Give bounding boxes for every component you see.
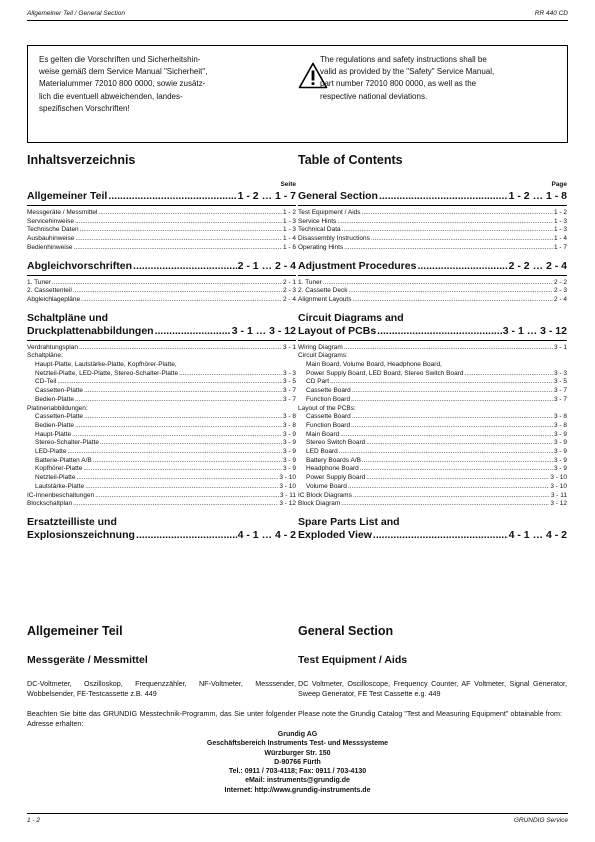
toc-entry[interactable] [298, 287, 567, 296]
address-line: Tel.: 0911 / 703-4118; Fax: 0911 / 703-4130 [228, 768, 367, 776]
toc-entry[interactable] [27, 457, 296, 466]
notice-line: Materialummer 72010 800 0000, sowie zusätz- [39, 79, 206, 89]
toc-entry[interactable] [298, 209, 567, 218]
toc-entry[interactable] [298, 387, 567, 396]
entry-page: 1 - 3 [282, 226, 296, 234]
page-column-label: Page [551, 181, 567, 188]
toc-entry[interactable] [298, 448, 567, 457]
notice-line: weise gemäß dem Service Manual "Sicherheit", [39, 67, 208, 77]
entry-page: 3 - 12 [279, 500, 296, 508]
entry-title: Battery Boards A/B [306, 456, 361, 464]
entry-title: Cassetten-Platte [35, 413, 84, 421]
address-line: Würzburger Str. 150 [264, 749, 331, 757]
section-subtitle: Messgeräte / Messmittel [27, 654, 148, 666]
toc-entry[interactable] [27, 287, 296, 296]
toc-group-heading [27, 260, 296, 273]
toc-group-heading [27, 325, 296, 338]
toc-subline: Main Board, Volume Board, Headphone Board, [306, 361, 442, 369]
toc-entry[interactable] [27, 218, 296, 227]
entry-page: 1 - 3 [553, 217, 567, 225]
entry-title: Kopfhörer-Platte [35, 465, 83, 473]
toc-entry[interactable] [298, 413, 567, 422]
group-pages: 3 - 1 … 3 - 12 [231, 324, 296, 337]
entry-page: 2 - 3 [553, 287, 567, 295]
entry-page: 3 - 9 [553, 430, 567, 438]
section-paragraph: DC-Voltmeter, Oszilloskop, Frequenzzähler, NF-Voltmeter, Messsender, Wobbelsender, FE-Testcassette z.B. 449 [27, 679, 296, 698]
toc-entry[interactable] [27, 431, 296, 440]
toc-entry[interactable] [27, 500, 296, 509]
address-line: Geschäftsbereich Instruments Test- und Messsysteme [206, 740, 389, 748]
toc-entry[interactable] [298, 457, 567, 466]
entry-page: 3 - 9 [553, 465, 567, 473]
toc-title: Inhaltsverzeichnis [27, 153, 136, 167]
entry-page: 3 - 9 [282, 465, 296, 473]
entry-title: Alignment Layouts [298, 295, 352, 303]
group-title: Allgemeiner Teil [27, 190, 108, 202]
entry-title: Main Board [306, 430, 340, 438]
entry-title: Servicehinweise [27, 217, 74, 225]
entry-page: 3 - 10 [279, 482, 296, 490]
entry-page: 1 - 2 [553, 209, 567, 216]
entry-page: 3 - 10 [279, 474, 296, 482]
section-paragraph: DC Voltmeter, Oscilloscope, Frequency Counter, AF Voltmeter, Signal Generator, Sweep Generator, FE Test Cassette e.g. 449 [298, 679, 567, 698]
notice-line: The regulations and safety instructions shall be [320, 55, 487, 64]
toc-entry[interactable] [298, 396, 567, 405]
group-title: General Section [298, 190, 378, 202]
entry-page: 2 - 3 [282, 287, 296, 295]
toc-subheading: Circuit Diagrams: [298, 352, 348, 360]
toc-english [298, 153, 567, 542]
entry-title: Function Board [306, 421, 351, 429]
website-link[interactable]: Internet: http://www.grundig-instruments.de [224, 786, 371, 794]
section-german [27, 624, 296, 729]
group-title: Druckplattenabbildungen [27, 324, 154, 337]
entry-title: Technical Data [298, 226, 341, 234]
entry-page: 1 - 6 [282, 243, 296, 251]
toc-entry[interactable] [27, 378, 296, 387]
section-paragraph: Beachten Sie bitte das GRUNDIG Messtechnik-Programm, das Sie unter folgender Adresse erhalten: [27, 709, 296, 728]
toc-entry[interactable] [27, 439, 296, 448]
entry-title: 2. Cassette Deck [298, 287, 348, 295]
entry-title: Stereo-Schalter-Platte [35, 439, 99, 447]
entry-page: 1 - 7 [553, 243, 567, 251]
notice-line: respective national deviations. [320, 91, 428, 101]
entry-page: 3 - 9 [282, 439, 296, 447]
toc-entry[interactable] [27, 396, 296, 405]
toc-subheading: Platinenabbildungen: [27, 404, 88, 412]
toc-entry[interactable] [27, 344, 296, 353]
entry-page: 3 - 8 [553, 413, 567, 421]
entry-page: 3 - 3 [282, 369, 296, 377]
entry-title: Bedien-Platte [35, 395, 75, 403]
toc-entry[interactable] [27, 387, 296, 396]
section-english [298, 624, 567, 719]
toc-entry[interactable] [27, 370, 296, 379]
entry-title: IC Block Diagrams [298, 491, 352, 499]
entry-page: 3 - 8 [282, 421, 296, 429]
notice-line: part number 72010 800 0000, as well as the [320, 79, 477, 89]
entry-page: 3 - 7 [553, 387, 567, 395]
entry-title: Headphone Board [306, 465, 359, 473]
entry-title: Power Supply Board, LED Board, Stereo Switch Board [306, 369, 464, 377]
entry-title: Cassette Board [306, 413, 351, 421]
entry-page: 3 - 1 [282, 343, 296, 351]
entry-title: Ausbauhinweise [27, 235, 75, 243]
toc-entry[interactable] [298, 235, 567, 244]
entry-page: 3 - 10 [550, 482, 567, 490]
entry-page: 3 - 9 [282, 430, 296, 438]
header-left: Allgemeiner Teil / General Section [27, 10, 126, 17]
toc-group-heading [298, 325, 567, 338]
entry-title: Verdrahtungsplan [27, 343, 78, 351]
toc-entry[interactable] [298, 218, 567, 227]
address-line: Grundig AG [277, 731, 318, 738]
address-block [0, 730, 595, 795]
toc-entry[interactable] [27, 422, 296, 431]
section-title: Allgemeiner Teil [27, 624, 123, 638]
entry-title: Cassetten-Platte [35, 387, 84, 395]
toc-entry[interactable] [298, 378, 567, 387]
entry-title: 1. Tuner [298, 278, 322, 286]
entry-page: 3 - 1 [553, 343, 567, 351]
entry-page: 3 - 9 [553, 456, 567, 464]
entry-title: Netzteil-Platte [35, 474, 76, 482]
entry-page: 3 - 7 [282, 387, 296, 395]
group-pages: 1 - 2 … 1 - 8 [508, 190, 567, 202]
toc-entry[interactable] [298, 474, 567, 483]
entry-page: 3 - 10 [550, 474, 567, 482]
notice-line: lich die eventuell abweichenden, landes- [39, 91, 183, 101]
entry-title: Wiring Diagram [298, 343, 343, 351]
group-pages: 3 - 1 … 3 - 12 [502, 324, 567, 337]
section-title: General Section [298, 624, 394, 638]
group-title: Schaltpläne und [27, 311, 109, 324]
toc-group-heading [298, 529, 567, 542]
toc-entry[interactable] [298, 279, 567, 288]
entry-title: Stereo Switch Board [306, 439, 366, 447]
notice-line: Es gelten die Vorschriften und Sicherheitshin- [39, 55, 201, 64]
entry-title: Operating Hints [298, 243, 344, 251]
toc-group-heading [27, 516, 296, 529]
entry-title: 1. Tuner [27, 278, 51, 286]
toc-entry[interactable] [27, 244, 296, 253]
entry-page: 3 - 12 [550, 500, 567, 508]
notice-line: valid as provided by the "Safety" Service Manual, [320, 67, 495, 77]
toc-entry[interactable] [27, 226, 296, 235]
page-column-label: Seite [280, 181, 296, 188]
entry-title: Lautstärke-Platte [35, 482, 85, 490]
group-pages: 4 - 1 … 4 - 2 [237, 528, 296, 541]
notice-english [320, 54, 558, 103]
group-title: Circuit Diagrams and [298, 311, 404, 324]
entry-title: 2. Cassettenteil [27, 287, 72, 295]
toc-entry[interactable] [27, 235, 296, 244]
toc-entry[interactable] [298, 465, 567, 474]
entry-title: Netzteil-Platte, LED-Platte, Stereo-Schalter-Platte [35, 369, 179, 377]
entry-page: 3 - 7 [553, 395, 567, 403]
entry-page: 3 - 7 [282, 395, 296, 403]
entry-title: Disassembly Instructions [298, 235, 370, 243]
toc-subline: Haupt-Platte, Lautstärke-Platte, Kopfhörer-Platte, [35, 361, 177, 369]
toc-entry[interactable] [27, 448, 296, 457]
toc-entry[interactable] [27, 483, 296, 492]
section-subtitle: Test Equipment / Aids [298, 654, 408, 666]
entry-page: 3 - 8 [553, 421, 567, 429]
toc-subheading: Schaltpläne: [27, 352, 63, 360]
entry-page: 2 - 2 [553, 278, 567, 286]
entry-title: Cassette Board [306, 387, 351, 395]
entry-title: Blockschaltplan [27, 500, 73, 508]
group-pages: 2 - 1 … 2 - 4 [237, 259, 296, 272]
toc-entry[interactable] [27, 209, 296, 218]
toc-entry[interactable] [298, 226, 567, 235]
toc-group-heading [298, 312, 567, 325]
entry-title: Function Board [306, 395, 351, 403]
toc-title: Table of Contents [298, 153, 403, 167]
toc-entry[interactable] [27, 279, 296, 288]
toc-group-heading [298, 516, 567, 529]
toc-entry[interactable] [27, 296, 296, 305]
entry-page: 1 - 2 [282, 209, 296, 216]
entry-title: Block Diagram [298, 500, 341, 508]
notice-line: spezifischen Vorschriften! [39, 103, 130, 113]
entry-page: 1 - 4 [553, 235, 567, 243]
entry-title: IC-Innenbeschaltungen [27, 491, 95, 499]
entry-page: 3 - 3 [553, 369, 567, 377]
group-title: Ersatzteilliste und [27, 515, 117, 528]
toc-entry[interactable] [298, 500, 567, 509]
toc-entry[interactable] [298, 439, 567, 448]
entry-page: 3 - 9 [553, 439, 567, 447]
toc-entry[interactable] [298, 431, 567, 440]
toc-group-heading [298, 260, 567, 273]
entry-title: Volume Board [306, 482, 347, 490]
entry-page: 2 - 4 [282, 295, 296, 303]
entry-page: 3 - 11 [279, 491, 296, 499]
toc-group-heading [27, 529, 296, 542]
safety-notice [27, 45, 568, 143]
entry-title: CD-Teil [35, 378, 57, 386]
toc-entry[interactable] [298, 370, 567, 379]
group-title: Abgleichvorschriften [27, 259, 133, 272]
entry-title: Service Hints [298, 217, 337, 225]
footer-rule [27, 813, 568, 814]
toc-group-heading [27, 312, 296, 325]
header-rule [27, 20, 568, 21]
toc-entry[interactable] [298, 422, 567, 431]
group-title: Layout of PCBs [298, 324, 377, 337]
entry-title: LED Board [306, 448, 338, 456]
entry-page: 1 - 3 [553, 226, 567, 234]
group-pages: 2 - 2 … 2 - 4 [508, 259, 567, 272]
entry-page: 3 - 11 [550, 491, 567, 499]
entry-page: 3 - 5 [553, 378, 567, 386]
toc-entry[interactable] [27, 465, 296, 474]
toc-entry[interactable] [27, 474, 296, 483]
entry-title: Technische Daten [27, 226, 79, 234]
entry-title: CD Part [306, 378, 330, 386]
entry-page: 3 - 5 [282, 378, 296, 386]
entry-title: Power Supply Board [306, 474, 366, 482]
toc-entry[interactable] [298, 344, 567, 353]
entry-title: Messgeräte / Messmittel [27, 209, 98, 216]
entry-page: 1 - 3 [282, 217, 296, 225]
footer-brand: GRUNDIG Service [513, 817, 568, 824]
entry-page: 3 - 9 [282, 456, 296, 464]
group-pages: 4 - 1 … 4 - 2 [508, 528, 567, 541]
email-link[interactable]: eMail: instruments@grundig.de [245, 777, 350, 785]
toc-entry[interactable] [27, 492, 296, 501]
group-title: Exploded View [298, 528, 372, 541]
toc-entry[interactable] [298, 492, 567, 501]
entry-page: 1 - 4 [282, 235, 296, 243]
entry-title: Bedienhinweise [27, 243, 73, 251]
entry-title: Bedien-Platte [35, 421, 75, 429]
notice-german [39, 54, 277, 115]
entry-page: 2 - 1 [282, 278, 296, 286]
group-pages: 1 - 2 … 1 - 7 [237, 190, 296, 202]
group-title: Spare Parts List and [298, 515, 400, 528]
entry-title: Abgleichlagepläne [27, 295, 81, 303]
toc-entry[interactable] [298, 244, 567, 253]
entry-title: LED-Platte [35, 448, 67, 456]
header-right: RR 440 CD [534, 10, 568, 17]
entry-title: Haupt-Platte [35, 430, 72, 438]
entry-title: Batterie-Platten A/B [35, 456, 92, 464]
toc-subheading: Layout of the PCBs: [298, 404, 356, 412]
entry-page: 3 - 9 [282, 448, 296, 456]
toc-group-heading [298, 190, 567, 203]
entry-title: Test Equipment / Aids [298, 209, 361, 216]
toc-group-heading [27, 190, 296, 203]
page-number: 1 - 2 [27, 817, 41, 824]
toc-german [27, 153, 296, 542]
section-paragraph: Please note the Grundig Catalog "Test and Measuring Equipment" obtainable from: [298, 709, 563, 718]
entry-page: 3 - 8 [282, 413, 296, 421]
toc-entry[interactable] [27, 413, 296, 422]
entry-page: 2 - 4 [553, 295, 567, 303]
address-line: D-90766 Fürth [274, 758, 321, 766]
toc-entry[interactable] [298, 296, 567, 305]
group-title: Explosionszeichnung [27, 528, 135, 541]
entry-page: 3 - 9 [553, 448, 567, 456]
group-title: Adjustment Procedures [298, 259, 417, 272]
toc-entry[interactable] [298, 483, 567, 492]
